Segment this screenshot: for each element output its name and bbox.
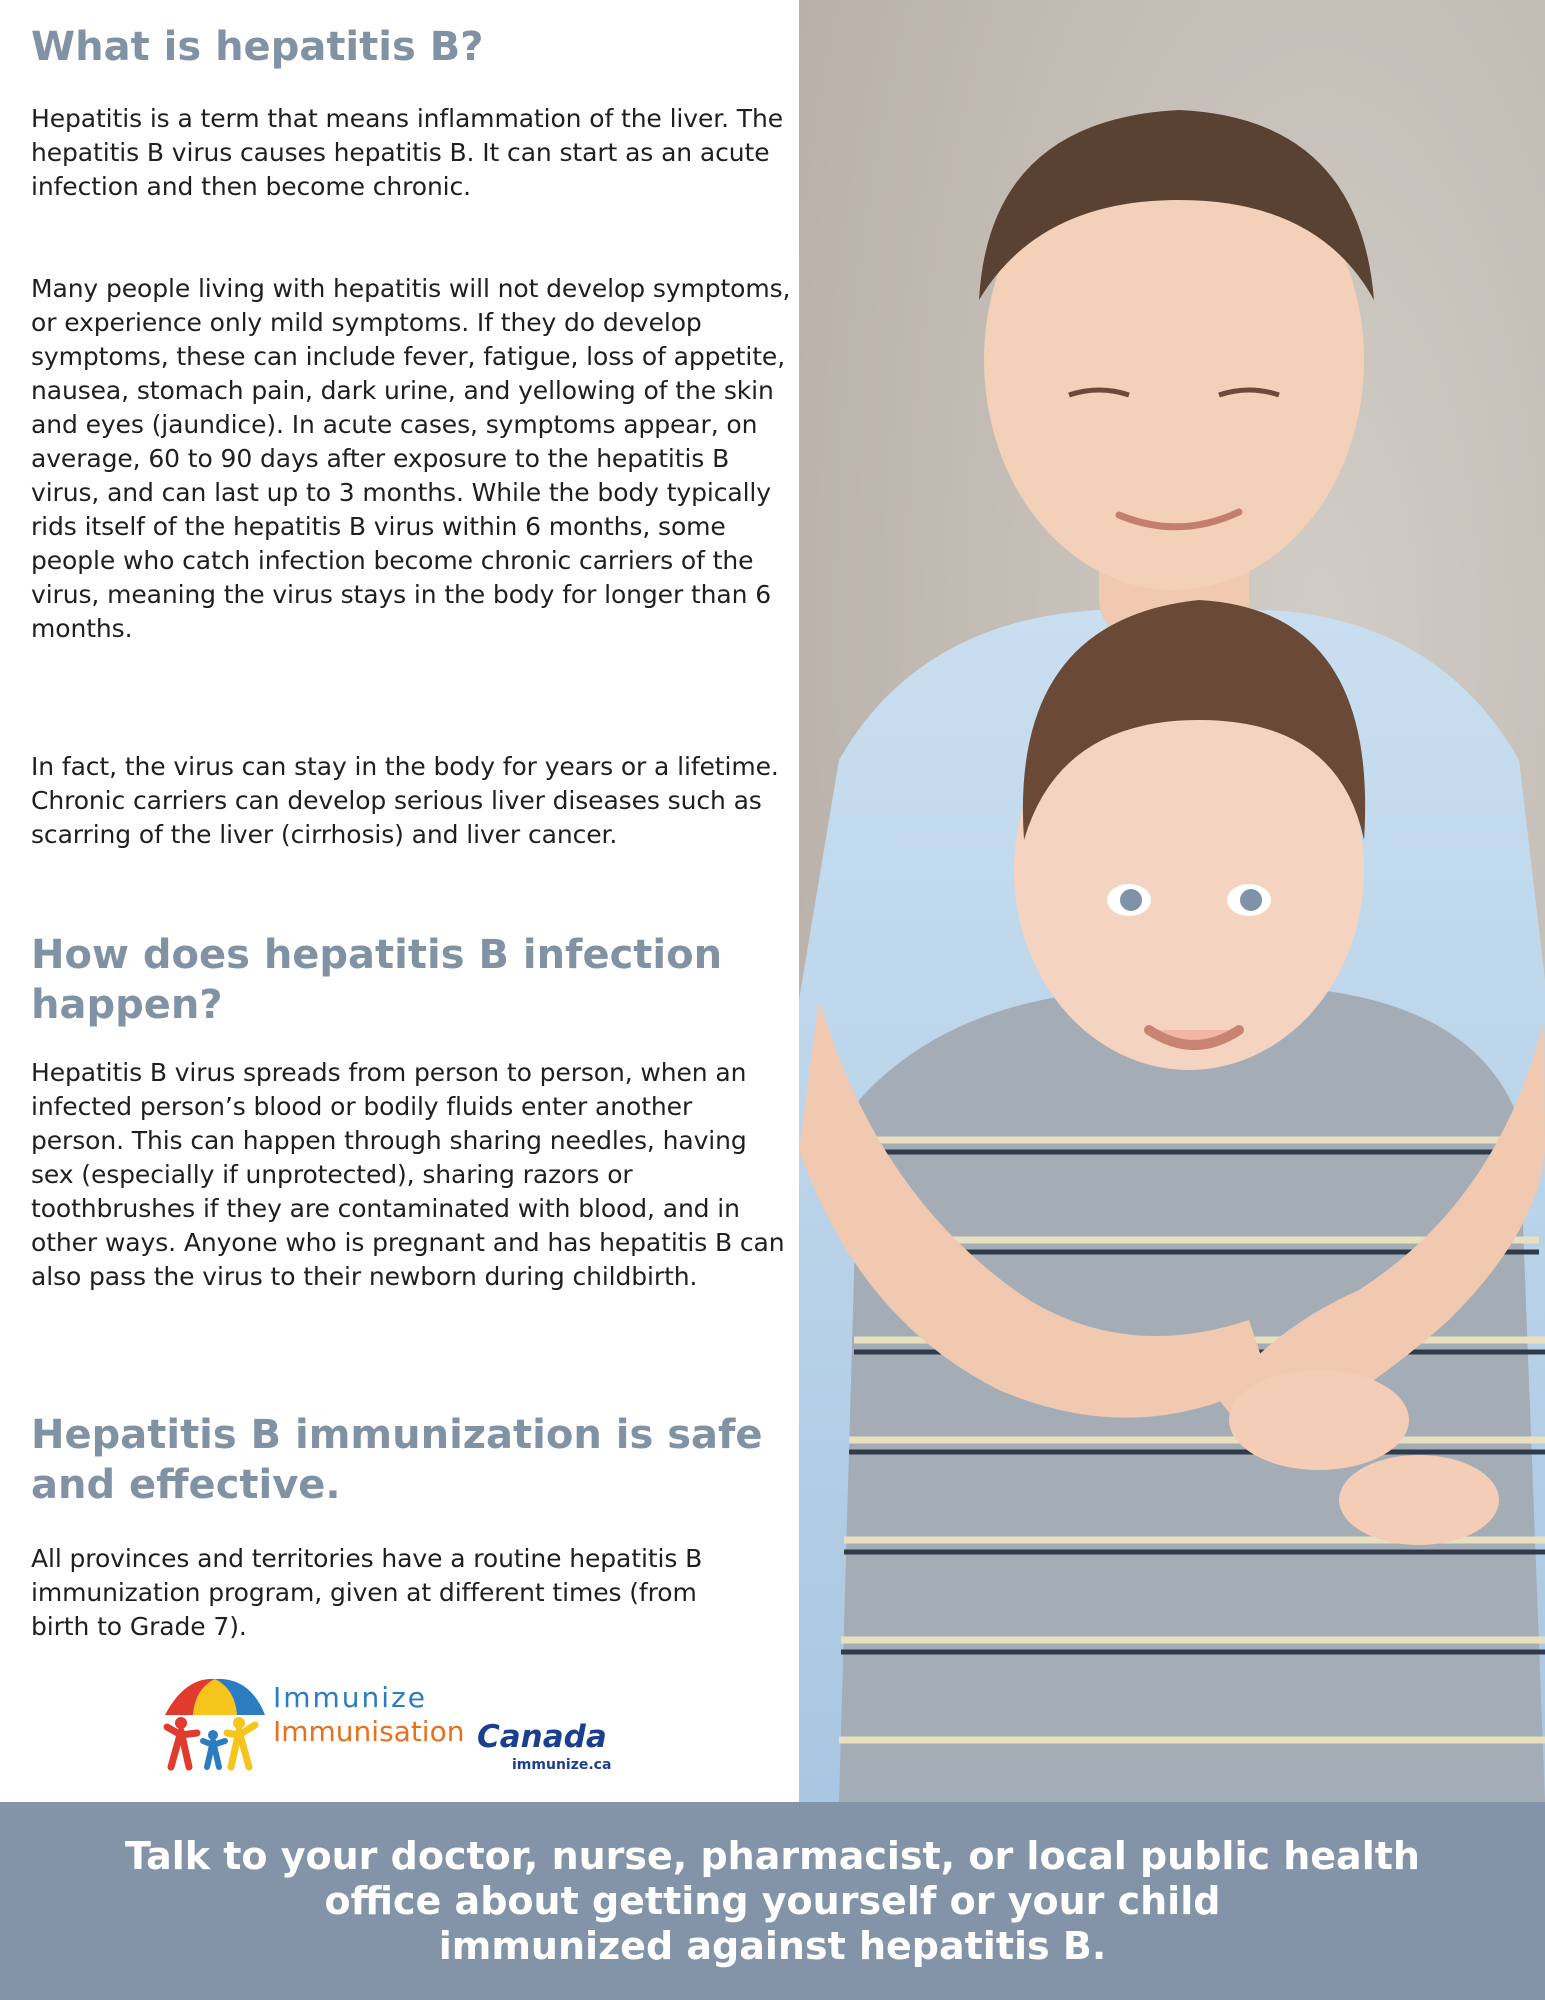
heading-immunization-safe: Hepatitis B immunization is safe and effective. [31, 1412, 763, 1508]
logo-canada: Canada [477, 1719, 607, 1755]
banner-line-2: office about getting yourself or your child [324, 1878, 1221, 1923]
paragraph-definition: Hepatitis is a term that means inflammation of the liver. The hepatitis B virus causes hepatitis B. It can start as an acute infection and then become chronic. [31, 104, 784, 201]
logo-immunisation: Immunisation [273, 1715, 465, 1748]
paragraph-transmission: Hepatitis B virus spreads from person to person, when an infected person’s blood or bodily fluids enter another person. This can happen through sharing needles, having sex (especially if unprotected), sharing razors or toothbrushes if they are contaminated with blood, and in other ways. Anyone who is pregnant and has hepatitis B can also pass the virus to their newborn during childbirth. [31, 1058, 785, 1291]
children-photo [799, 0, 1545, 1802]
umbrella-family-icon [155, 1675, 270, 1775]
children-hugging-illustration [799, 0, 1545, 1802]
text-column [31, 0, 791, 1800]
paragraph-symptoms: Many people living with hepatitis will not develop symptoms, or experience only mild symptoms. If they do develop symptoms, these can include fever, fatigue, loss of appetite, nausea, stomach pain, dark urine, and yellowing of the skin and eyes (jaundice). In acute cases, symptoms appear, on average, 60 to 90 days after exposure to the hepatitis B virus, and can last up to 3 months. While the body typically rids itself of the hepatitis B virus within 6 months, some people who catch infection become chronic carriers of the virus, meaning the virus stays in the body for longer than 6 months. [31, 274, 791, 643]
logo-immunize: Immunize [273, 1681, 428, 1714]
heading-how-infection-happens: How does hepatitis B infection happen? [31, 932, 723, 1028]
paragraph-chronic: In fact, the virus can stay in the body for years or a lifetime. Chronic carriers can develop serious liver diseases such as scarring of the liver (cirrhosis) and liver cancer. [31, 752, 779, 849]
banner-line-1: Talk to your doctor, nurse, pharmacist, or local public health [125, 1833, 1420, 1878]
logo-url: immunize.ca [512, 1757, 612, 1773]
call-to-action-banner [0, 1802, 1545, 2000]
banner-line-3: immunized against hepatitis B. [438, 1923, 1107, 1968]
banner-text [23, 1834, 1523, 1969]
heading-what-is-hepatitis-b: What is hepatitis B? [31, 24, 484, 70]
paragraph-program: All provinces and territories have a routine hepatitis B immunization program, given at different times (from birth to Grade 7). [31, 1544, 703, 1641]
immunize-canada-logo[interactable] [155, 1675, 615, 1775]
